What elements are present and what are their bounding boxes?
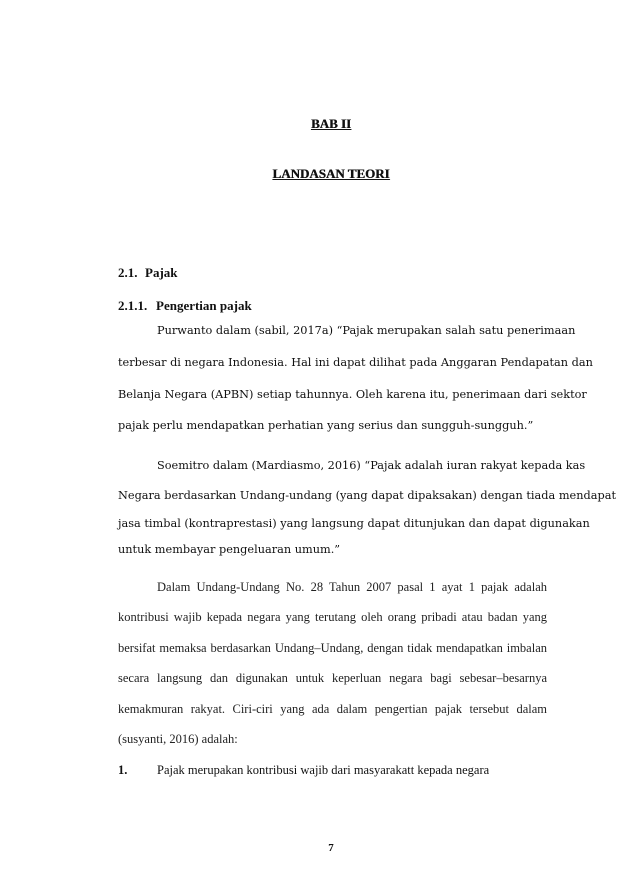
chapter-heading: BAB II — [310, 116, 352, 131]
paragraph-line: (susyanti, 2016) adalah: — [118, 732, 238, 746]
paragraph-line: kemakmuran rakyat. Ciri-ciri yang ada dalam pengertian pajak tersebut dalam — [118, 702, 547, 716]
paragraph-line: Dalam Undang-Undang No. 28 Tahun 2007 pasal 1 ayat 1 pajak adalah — [157, 580, 547, 594]
section-number: 2.1. — [118, 265, 138, 280]
chapter-title: LANDASAN TEORI — [272, 166, 390, 181]
paragraph-line: untuk membayar pengeluaran umum.” — [118, 543, 341, 556]
subsection-number: 2.1.1. — [118, 298, 148, 313]
paragraph-line: jasa timbal (kontraprestasi) yang langsung dapat ditunjukan dan dapat digunakan — [118, 517, 590, 530]
paragraph-line: pajak perlu mendapatkan perhatian yang serius dan sungguh-sungguh.” — [118, 419, 534, 432]
page-number: 7 — [328, 842, 334, 854]
list-item-text: Pajak merupakan kontribusi wajib dari masyarakatt kepada negara — [157, 763, 490, 777]
paragraph-line: Purwanto dalam (sabil, 2017a) “Pajak merupakan salah satu penerimaan — [157, 324, 576, 337]
paragraph-line: kontribusi wajib kepada negara yang terutang oleh orang pribadi atau badan yang — [118, 610, 547, 624]
subsection-title: Pengertian pajak — [156, 298, 252, 313]
paragraph-line: bersifat memaksa berdasarkan Undang–Undang, dengan tidak mendapatkan imbalan — [118, 641, 547, 655]
paragraph-line: Negara berdasarkan Undang-undang (yang dapat dipaksakan) dengan tiada mendapat — [118, 489, 616, 502]
list-item — [118, 763, 489, 778]
paragraph-line: Soemitro dalam (Mardiasmo, 2016) “Pajak adalah iuran rakyat kepada kas — [157, 459, 586, 472]
section-heading — [118, 265, 178, 281]
paragraph-line: terbesar di negara Indonesia. Hal ini dapat dilihat pada Anggaran Pendapatan dan — [118, 356, 593, 369]
paragraph-line: Belanja Negara (APBN) setiap tahunnya. Oleh karena itu, penerimaan dari sektor — [118, 388, 587, 401]
subsection-heading — [118, 298, 252, 314]
paragraph-line: secara langsung dan digunakan untuk keperluan negara bagi sebesar–besarnya — [118, 671, 547, 685]
section-title: Pajak — [145, 265, 178, 280]
list-item-number: 1. — [118, 763, 128, 777]
